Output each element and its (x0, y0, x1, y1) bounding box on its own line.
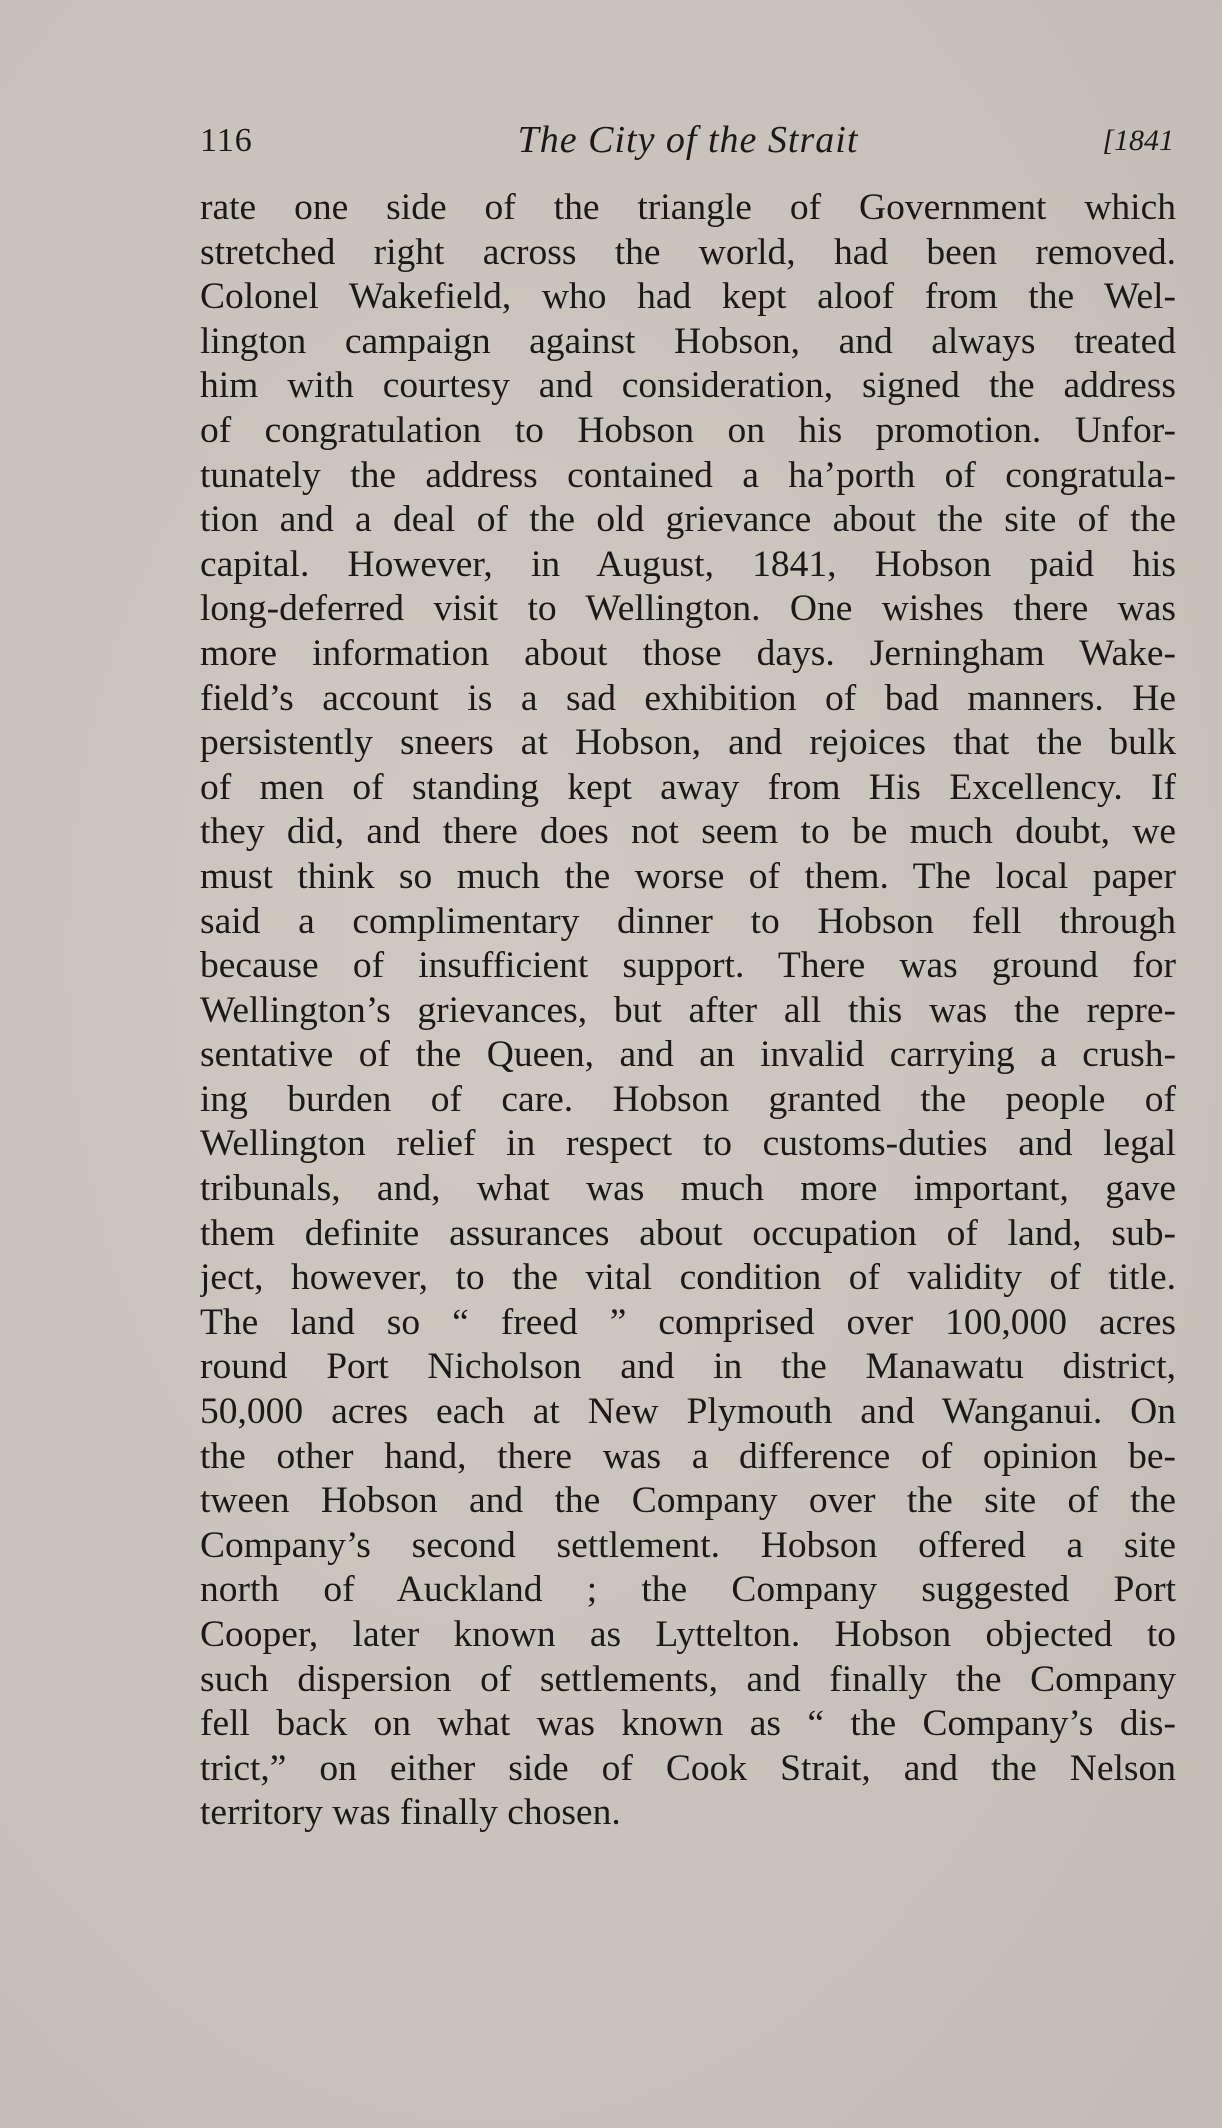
text-line: The land so “ freed ” comprised over 100,000 acres (200, 1301, 1176, 1343)
text-line: of congratulation to Hobson on his promotion. Unfor- (200, 409, 1176, 451)
text-line: tween Hobson and the Company over the site of the (200, 1480, 1176, 1522)
text-line: them definite assurances about occupation of land, sub- (200, 1212, 1176, 1254)
text-line: tribunals, and, what was much more important, gave (200, 1168, 1176, 1210)
text-line: rate one side of the triangle of Government which (200, 187, 1176, 228)
running-title: The City of the Strait (517, 119, 859, 161)
text-line: him with courtesy and consideration, signed the address (200, 365, 1176, 407)
text-line: Company’s second settlement. Hobson offered a site (200, 1524, 1176, 1566)
text-line: trict,” on either side of Cook Strait, and the Nelson (200, 1747, 1176, 1789)
text-line: 50,000 acres each at New Plymouth and Wanganui. On (200, 1391, 1176, 1433)
text-line: ing burden of care. Hobson granted the people of (200, 1078, 1176, 1120)
page-number: 116 (200, 122, 253, 159)
text-line: Wellington’s grievances, but after all this was the repre- (200, 989, 1176, 1031)
text-line: capital. However, in August, 1841, Hobson paid his (200, 543, 1176, 585)
text-line: long-deferred visit to Wellington. One wishes there was (200, 588, 1176, 630)
text-line: Wellington relief in respect to customs-duties and legal (200, 1123, 1176, 1165)
text-line: such dispersion of settlements, and finally the Company (200, 1658, 1176, 1700)
text-line: fell back on what was known as “ the Company’s dis- (200, 1703, 1176, 1745)
text-line: of men of standing kept away from His Excellency. If (200, 766, 1176, 808)
header-year: [1841 (1102, 124, 1174, 157)
page-header (200, 118, 1176, 168)
text-line: stretched right across the world, had been removed. (200, 231, 1176, 273)
text-line: because of insufficient support. There was ground for (200, 945, 1176, 987)
text-line: must think so much the worse of them. The local paper (200, 855, 1176, 897)
text-line: said a complimentary dinner to Hobson fell through (200, 900, 1176, 942)
text-line: Colonel Wakefield, who had kept aloof from the Wel- (200, 276, 1176, 318)
text-line: tion and a deal of the old grievance about the site of the (200, 499, 1176, 541)
text-line: round Port Nicholson and in the Manawatu district, (200, 1346, 1176, 1388)
body-paragraph (200, 186, 1176, 1836)
text-line: north of Auckland ; the Company suggested Port (200, 1569, 1176, 1611)
text-line: ject, however, to the vital condition of validity of title. (200, 1257, 1176, 1299)
text-line: Cooper, later known as Lyttelton. Hobson objected to (200, 1614, 1176, 1655)
text-line: persistently sneers at Hobson, and rejoices that the bulk (200, 722, 1176, 764)
text-line: lington campaign against Hobson, and always treated (200, 320, 1176, 362)
text-line: tunately the address contained a ha’porth of congratula- (200, 454, 1176, 496)
text-line: more information about those days. Jerningham Wake- (200, 632, 1176, 674)
text-line: territory was finally chosen. (200, 1792, 621, 1834)
text-line: they did, and there does not seem to be much doubt, we (200, 811, 1176, 853)
text-line: sentative of the Queen, and an invalid carrying a crush- (200, 1034, 1176, 1076)
text-line: field’s account is a sad exhibition of bad manners. He (200, 677, 1176, 719)
text-line: the other hand, there was a difference of opinion be- (200, 1435, 1176, 1477)
